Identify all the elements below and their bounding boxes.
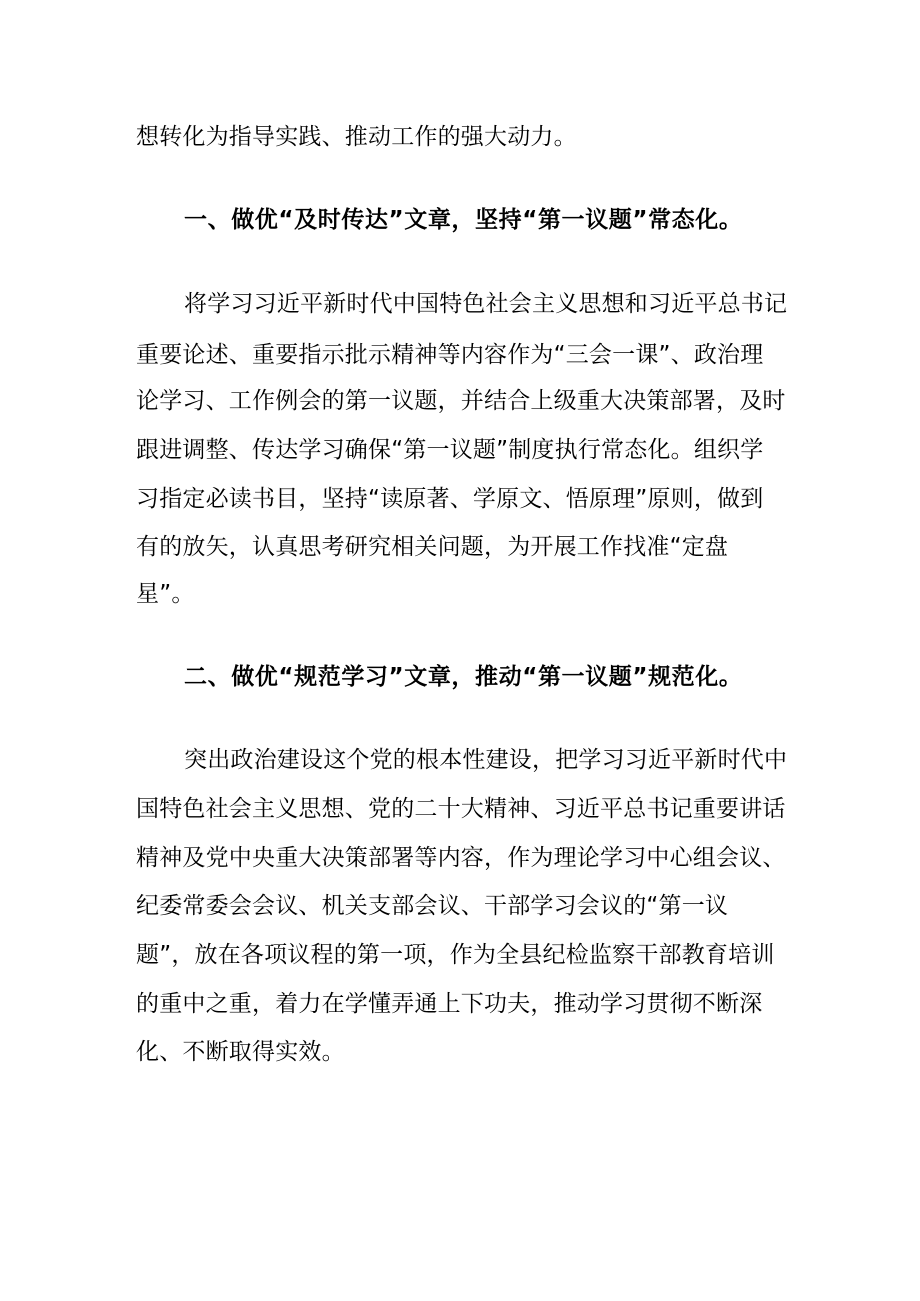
- paragraph-line: 有的放矢，认真思考研究相关问题，为开展工作找准“定盘: [136, 534, 729, 560]
- paragraph-line: 化、不断取得实效。: [136, 1039, 345, 1065]
- paragraph-line: 星”。: [136, 581, 195, 607]
- paragraph-line: 突出政治建设这个党的根本性建设，把学习习近平新时代中: [184, 747, 788, 773]
- section-1-heading: 一、做优“及时传达”文章，坚持“第一议题”常态化。: [184, 207, 743, 233]
- intro-line: 想转化为指导实践、推动工作的强大动力。: [136, 124, 577, 150]
- paragraph-line: 精神及党中央重大决策部署等内容，作为理论学习中心组会议、: [136, 845, 786, 871]
- paragraph-line: 纪委常委会会议、机关支部会议、干部学习会议的“第一议: [136, 893, 729, 919]
- paragraph-line: 国特色社会主义思想、党的二十大精神、习近平总书记重要讲话: [136, 796, 786, 822]
- paragraph-line: 重要论述、重要指示批示精神等内容作为“三会一课”、政治理: [136, 342, 764, 368]
- paragraph-line: 跟进调整、传达学习确保“第一议题”制度执行常态化。组织学: [136, 437, 764, 463]
- paragraph-line: 将学习习近平新时代中国特色社会主义思想和习近平总书记: [184, 291, 788, 317]
- paragraph-line: 论学习、工作例会的第一议题，并结合上级重大决策部署，及时: [136, 388, 786, 414]
- paragraph-line: 习指定必读书目，坚持“读原著、学原文、悟原理”原则，做到: [136, 486, 764, 512]
- section-2-heading: 二、做优“规范学习”文章，推动“第一议题”规范化。: [184, 664, 743, 690]
- paragraph-line: 的重中之重，着力在学懂弄通上下功夫，推动学习贯彻不断深: [136, 991, 763, 1017]
- paragraph-line: 题”，放在各项议程的第一项，作为全县纪检监察干部教育培训: [136, 942, 775, 968]
